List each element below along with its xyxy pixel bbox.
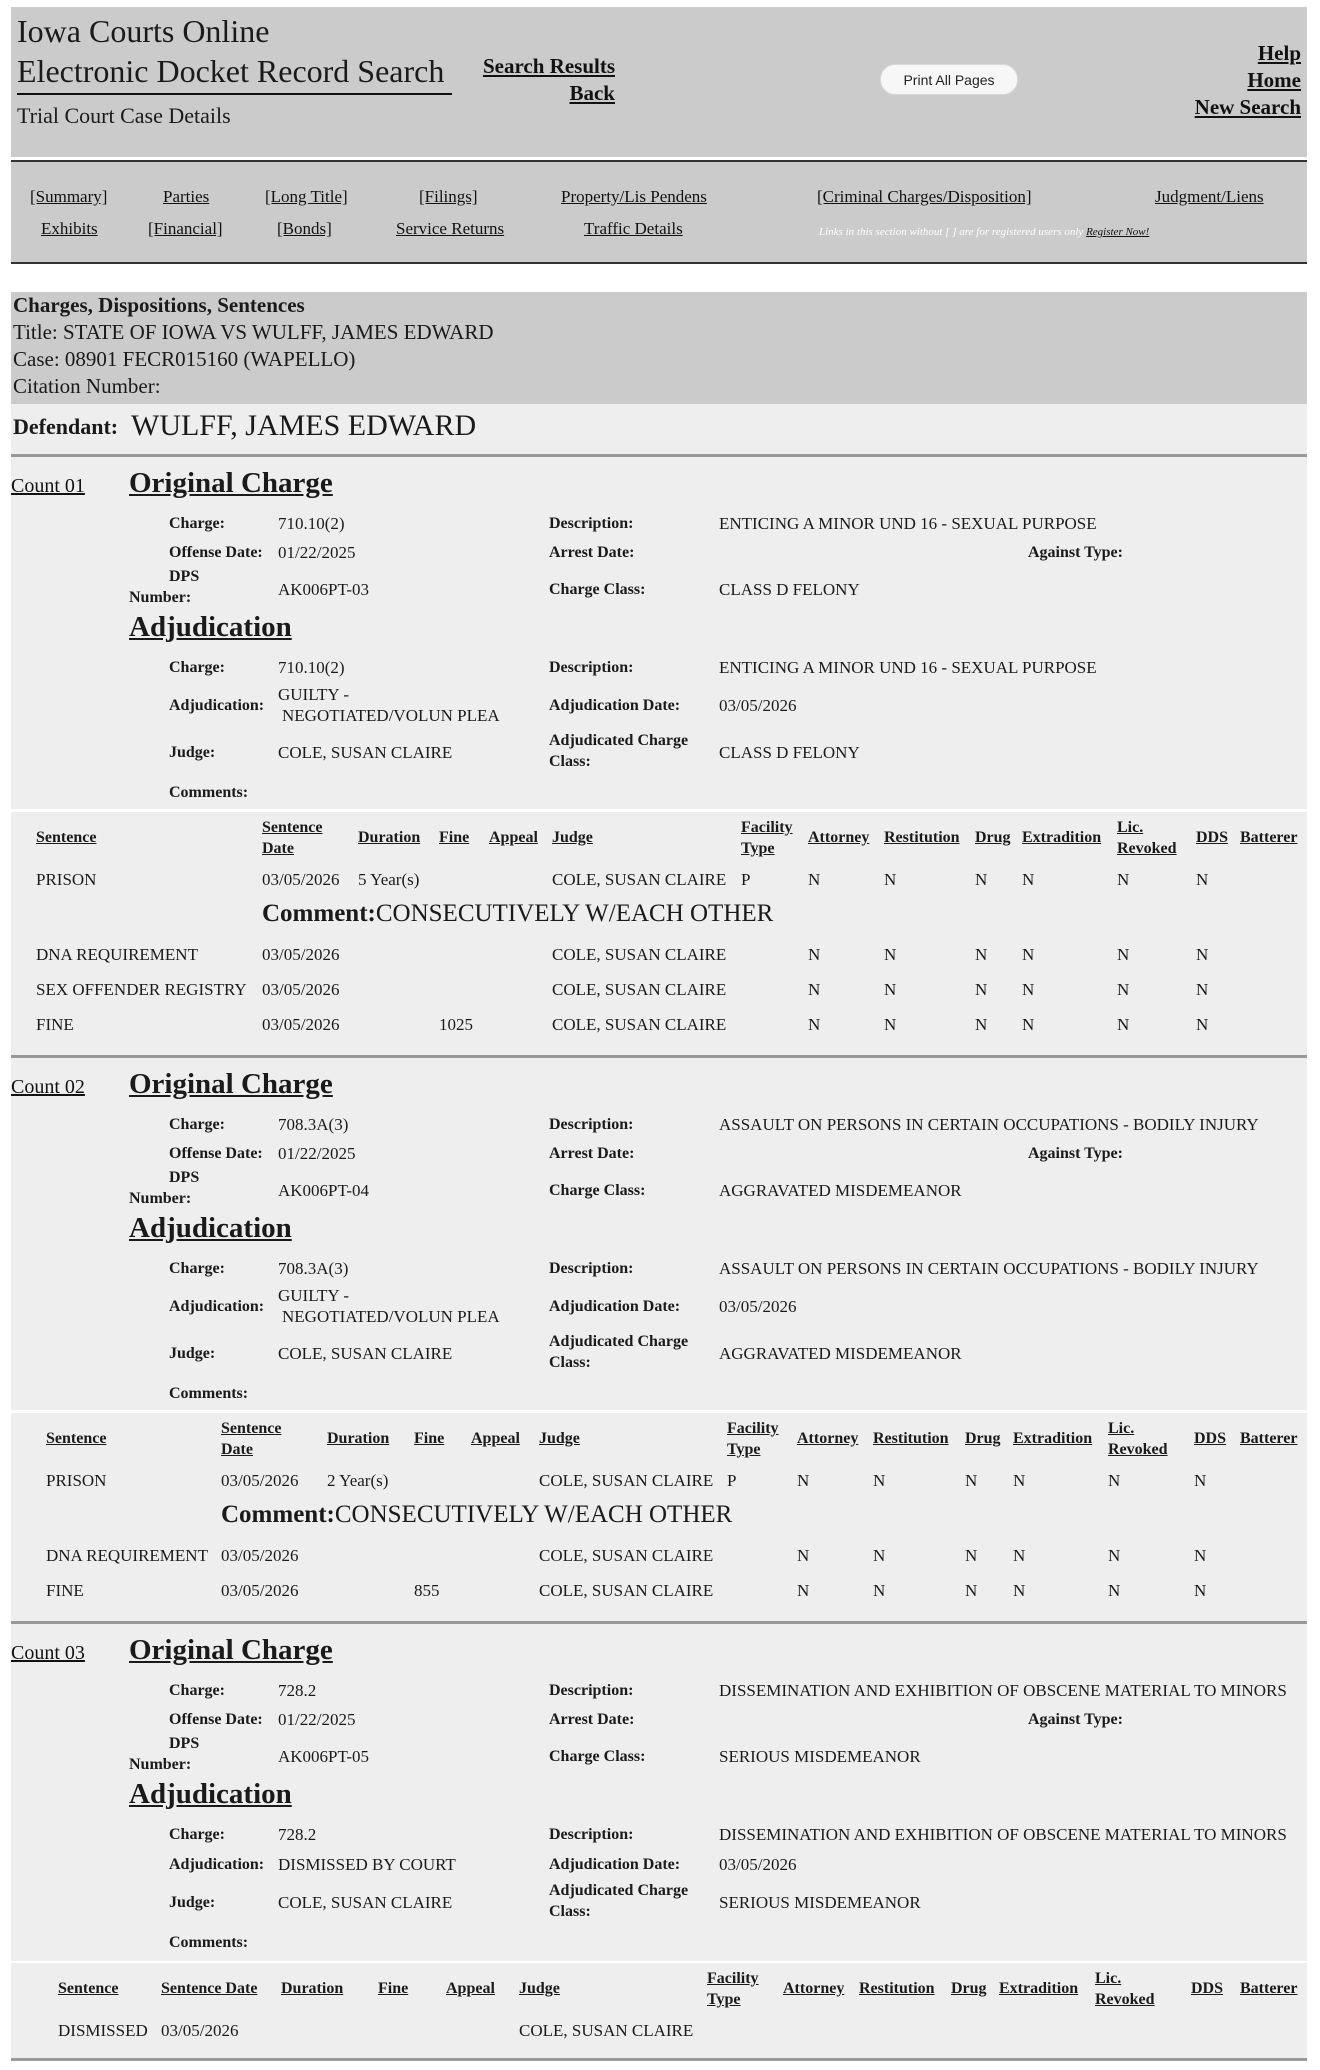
sentence-judge: COLE, SUSAN CLAIRE — [539, 1471, 714, 1490]
adj-charge-label: Charge: — [169, 1260, 225, 1277]
judge-label: Judge: — [169, 1894, 216, 1911]
sentence-lic: N — [1117, 1015, 1130, 1034]
adjudication-date-value: 03/05/2026 — [719, 1855, 797, 1874]
charge-class-value: SERIOUS MISDEMEANOR — [719, 1747, 921, 1766]
sentence-date: 03/05/2026 — [221, 1581, 299, 1600]
sentence-date: 03/05/2026 — [262, 1015, 340, 1034]
th-batterer: Batterer — [1240, 1980, 1298, 1997]
site-title-line2: Electronic Docket Record Search — [17, 53, 445, 89]
nav-bonds[interactable]: [Bonds] — [277, 219, 332, 238]
defendant-label: Defendant: — [13, 414, 119, 439]
adj-charge-value: 708.3A(3) — [278, 1259, 349, 1278]
register-now-link[interactable]: Register Now! — [1086, 226, 1150, 238]
th-sentence-date-1: Sentence — [262, 819, 323, 836]
nav-judgment-liens[interactable]: Judgment/Liens — [1155, 187, 1264, 206]
case-title: Title: STATE OF IOWA VS WULFF, JAMES EDWARD — [13, 320, 494, 344]
th-sentence-date-1: Sentence — [221, 1420, 282, 1437]
sentence-date: 03/05/2026 — [161, 2021, 239, 2040]
comments-label: Comments: — [169, 1934, 249, 1951]
nav-financial[interactable]: [Financial] — [148, 219, 223, 238]
sentence-judge: COLE, SUSAN CLAIRE — [552, 980, 727, 999]
count-03-charge-box — [11, 1624, 1307, 1961]
sentence-lic: N — [1108, 1471, 1121, 1490]
adj-charge-class-label-1: Adjudicated Charge — [549, 732, 689, 749]
sentence-extradition: N — [1022, 980, 1035, 999]
adjudication-heading: Adjudication — [129, 1212, 292, 1244]
adjudication-heading: Adjudication — [129, 1778, 292, 1810]
sentence-name: DISMISSED — [58, 2021, 148, 2040]
nav-exhibits[interactable]: Exhibits — [41, 219, 98, 238]
original-charge-heading: Original Charge — [129, 467, 333, 499]
th-attorney: Attorney — [783, 1980, 845, 1997]
adj-charge-class-label-1: Adjudicated Charge — [549, 1333, 689, 1350]
th-judge: Judge — [552, 829, 593, 846]
offense-date-value: 01/22/2025 — [278, 1144, 356, 1163]
registration-note-text: Links in this section without [ ] are for registered users only — [819, 226, 1084, 238]
defendant-name: WULFF, JAMES EDWARD — [131, 409, 477, 442]
th-judge: Judge — [539, 1430, 580, 1447]
case-nav — [11, 160, 1307, 264]
adj-charge-label: Charge: — [169, 659, 225, 676]
adjudication-value-2: NEGOTIATED/VOLUN PLEA — [282, 706, 500, 725]
charge-label: Charge: — [169, 515, 225, 532]
sentence-judge: COLE, SUSAN CLAIRE — [539, 1546, 714, 1565]
sentence-drug: N — [975, 870, 988, 889]
th-drug: Drug — [965, 1430, 1001, 1447]
dps-value: AK006PT-04 — [278, 1181, 369, 1200]
th-lic-2: Revoked — [1095, 1991, 1155, 2008]
back-link[interactable]: Back — [569, 81, 615, 105]
sentence-name: SEX OFFENDER REGISTRY — [36, 980, 247, 999]
adj-description-value: ASSAULT ON PERSONS IN CERTAIN OCCUPATIONS - BODILY INJURY — [719, 1259, 1259, 1278]
sentence-extradition: N — [1013, 1546, 1026, 1565]
judge-label: Judge: — [169, 744, 216, 761]
sentence-restitution: N — [873, 1471, 886, 1490]
adjudication-date-value: 03/05/2026 — [719, 1297, 797, 1316]
charge-class-label: Charge Class: — [549, 581, 646, 598]
comment-label: Comment: — [221, 1501, 335, 1528]
search-results-link[interactable]: Search Results — [482, 54, 615, 78]
nav-criminal-charges[interactable]: [Criminal Charges/Disposition] — [817, 187, 1032, 206]
sentence-duration: 2 Year(s) — [327, 1471, 389, 1490]
offense-date-value: 01/22/2025 — [278, 543, 356, 562]
sentence-name: FINE — [36, 1015, 74, 1034]
adj-charge-class-value: CLASS D FELONY — [719, 743, 860, 762]
sentence-attorney: N — [797, 1546, 810, 1565]
sentence-judge: COLE, SUSAN CLAIRE — [552, 1015, 727, 1034]
sentence-dds: N — [1196, 870, 1209, 889]
judge-value: COLE, SUSAN CLAIRE — [278, 743, 453, 762]
th-facility-1: Facility — [741, 819, 793, 836]
charge-class-label: Charge Class: — [549, 1748, 646, 1765]
sentence-restitution: N — [873, 1546, 886, 1565]
th-facility-1: Facility — [707, 1970, 759, 1987]
adjudication-date-label: Adjudication Date: — [549, 697, 681, 714]
sentence-drug: N — [965, 1471, 978, 1490]
sentence-extradition: N — [1022, 945, 1035, 964]
th-attorney: Attorney — [797, 1430, 859, 1447]
th-duration: Duration — [327, 1430, 390, 1447]
comment-text: CONSECUTIVELY W/EACH OTHER — [375, 900, 774, 927]
adj-charge-class-label-2: Class: — [549, 753, 591, 770]
adj-charge-class-value: SERIOUS MISDEMEANOR — [719, 1893, 921, 1912]
nav-property[interactable]: Property/Lis Pendens — [561, 187, 707, 206]
home-link[interactable]: Home — [1247, 68, 1301, 92]
charge-label: Charge: — [169, 1116, 225, 1133]
adj-description-label: Description: — [549, 1260, 634, 1277]
sentence-drug: N — [975, 1015, 988, 1034]
nav-service-returns[interactable]: Service Returns — [396, 219, 505, 238]
sentence-drug: N — [975, 980, 988, 999]
dps-number-label: Number: — [129, 589, 192, 606]
dps-label: DPS — [169, 568, 200, 585]
adj-description-value: DISSEMINATION AND EXHIBITION OF OBSCENE MATERIAL TO MINORS — [719, 1825, 1287, 1844]
sentence-comment — [221, 1501, 732, 1529]
description-label: Description: — [549, 1682, 634, 1699]
charge-label: Charge: — [169, 1682, 225, 1699]
nav-long-title[interactable]: [Long Title] — [265, 187, 348, 206]
description-value: DISSEMINATION AND EXHIBITION OF OBSCENE MATERIAL TO MINORS — [719, 1681, 1287, 1700]
nav-summary[interactable]: [Summary] — [30, 187, 108, 206]
th-batterer: Batterer — [1240, 829, 1298, 846]
comments-label: Comments: — [169, 1385, 249, 1402]
comment-text: CONSECUTIVELY W/EACH OTHER — [334, 1501, 733, 1528]
th-facility-2: Type — [727, 1441, 761, 1458]
sentence-lic: N — [1117, 870, 1130, 889]
th-facility-2: Type — [741, 840, 775, 857]
adjudication-heading: Adjudication — [129, 611, 292, 643]
th-restitution: Restitution — [859, 1980, 935, 1997]
description-label: Description: — [549, 515, 634, 532]
charge-value: 728.2 — [278, 1681, 317, 1700]
dps-label: DPS — [169, 1169, 200, 1186]
adj-charge-label: Charge: — [169, 1826, 225, 1843]
th-extradition: Extradition — [1022, 829, 1102, 846]
arrest-date-label: Arrest Date: — [549, 1145, 635, 1162]
sentence-facility: P — [727, 1471, 737, 1490]
judge-value: COLE, SUSAN CLAIRE — [278, 1344, 453, 1363]
offense-date-label: Offense Date: — [169, 544, 263, 561]
sentence-name: DNA REQUIREMENT — [36, 945, 198, 964]
against-type-label: Against Type: — [1028, 544, 1123, 561]
sentence-attorney: N — [808, 945, 821, 964]
th-dds: DDS — [1191, 1980, 1224, 1997]
th-sentence: Sentence — [58, 1980, 119, 1997]
adjudication-date-value: 03/05/2026 — [719, 696, 797, 715]
sentence-facility: P — [741, 870, 751, 889]
th-extradition: Extradition — [1013, 1430, 1093, 1447]
sentence-judge: COLE, SUSAN CLAIRE — [552, 945, 727, 964]
judge-label: Judge: — [169, 1345, 216, 1362]
sentence-dds: N — [1196, 980, 1209, 999]
sentence-judge: COLE, SUSAN CLAIRE — [519, 2021, 694, 2040]
sentence-judge: COLE, SUSAN CLAIRE — [552, 870, 727, 889]
count-divider — [11, 2058, 1307, 2061]
sentence-drug: N — [965, 1546, 978, 1565]
nav-filings[interactable]: [Filings] — [419, 187, 478, 206]
page-header — [11, 7, 1307, 157]
th-fine: Fine — [414, 1430, 445, 1447]
page-subtitle: Trial Court Case Details — [17, 103, 231, 128]
adj-description-label: Description: — [549, 659, 634, 676]
nav-parties[interactable]: Parties — [163, 187, 210, 206]
sentence-fine: 1025 — [439, 1015, 473, 1034]
th-lic-1: Lic. — [1108, 1420, 1135, 1437]
adjudication-label: Adjudication: — [169, 697, 265, 714]
charge-class-value: CLASS D FELONY — [719, 580, 860, 599]
count-02-sentences — [11, 1413, 1307, 1621]
adj-charge-class-label-1: Adjudicated Charge — [549, 1882, 689, 1899]
offense-date-label: Offense Date: — [169, 1145, 263, 1162]
judge-value: COLE, SUSAN CLAIRE — [278, 1893, 453, 1912]
adj-charge-value: 728.2 — [278, 1825, 317, 1844]
th-fine: Fine — [378, 1980, 409, 1997]
th-restitution: Restitution — [884, 829, 960, 846]
adjudication-label: Adjudication: — [169, 1856, 265, 1873]
sentence-attorney: N — [808, 1015, 821, 1034]
sentence-date: 03/05/2026 — [221, 1546, 299, 1565]
sentence-date: 03/05/2026 — [262, 945, 340, 964]
adj-charge-class-label-2: Class: — [549, 1903, 591, 1920]
sentence-lic: N — [1108, 1546, 1121, 1565]
description-label: Description: — [549, 1116, 634, 1133]
adj-charge-class-label-2: Class: — [549, 1354, 591, 1371]
adj-description-value: ENTICING A MINOR UND 16 - SEXUAL PURPOSE — [719, 658, 1097, 677]
count-01-sentences — [11, 812, 1307, 1055]
sentence-restitution: N — [884, 980, 897, 999]
sentence-extradition: N — [1013, 1581, 1026, 1600]
th-sentence-date-2: Date — [262, 840, 294, 857]
charge-class-label: Charge Class: — [549, 1182, 646, 1199]
th-sentence-date: Sentence Date — [161, 1980, 258, 1997]
utility-links — [1195, 40, 1301, 121]
count-01-link[interactable]: Count 01 — [11, 475, 85, 497]
th-sentence: Sentence — [36, 829, 97, 846]
sentence-attorney: N — [797, 1471, 810, 1490]
original-charge-heading: Original Charge — [129, 1634, 333, 1666]
sentence-date: 03/05/2026 — [221, 1471, 299, 1490]
th-sentence: Sentence — [46, 1430, 107, 1447]
dps-value: AK006PT-03 — [278, 580, 369, 599]
adjudication-value-2: NEGOTIATED/VOLUN PLEA — [282, 1307, 500, 1326]
sentence-extradition: N — [1022, 870, 1035, 889]
th-sentence-date-2: Date — [221, 1441, 253, 1458]
th-attorney: Attorney — [808, 829, 870, 846]
sentence-extradition: N — [1013, 1471, 1026, 1490]
th-lic-2: Revoked — [1117, 840, 1177, 857]
th-fine: Fine — [439, 829, 470, 846]
adj-description-label: Description: — [549, 1826, 634, 1843]
offense-date-value: 01/22/2025 — [278, 1710, 356, 1729]
section-heading: Charges, Dispositions, Sentences — [13, 293, 305, 317]
sentence-extradition: N — [1022, 1015, 1035, 1034]
sentence-restitution: N — [884, 1015, 897, 1034]
charge-value: 710.10(2) — [278, 514, 345, 533]
arrest-date-label: Arrest Date: — [549, 544, 635, 561]
sentence-name: DNA REQUIREMENT — [46, 1546, 208, 1565]
th-duration: Duration — [358, 829, 421, 846]
th-lic-1: Lic. — [1095, 1970, 1122, 1987]
th-facility-1: Facility — [727, 1420, 779, 1437]
sentence-comment — [262, 900, 773, 928]
sentence-dds: N — [1196, 1015, 1209, 1034]
dps-label: DPS — [169, 1735, 200, 1752]
th-judge: Judge — [519, 1980, 560, 1997]
title-divider — [17, 93, 452, 95]
count-02-link[interactable]: Count 02 — [11, 1076, 85, 1098]
adjudication-date-label: Adjudication Date: — [549, 1298, 681, 1315]
result-links — [483, 53, 615, 107]
sentence-lic: N — [1108, 1581, 1121, 1600]
adjudication-label: Adjudication: — [169, 1298, 265, 1315]
help-link[interactable]: Help — [1257, 41, 1301, 65]
adj-charge-class-value: AGGRAVATED MISDEMEANOR — [719, 1344, 962, 1363]
dps-number-label: Number: — [129, 1190, 192, 1207]
th-appeal: Appeal — [489, 829, 538, 846]
offense-date-label: Offense Date: — [169, 1711, 263, 1728]
sentence-date: 03/05/2026 — [262, 980, 340, 999]
registration-note — [819, 226, 1149, 238]
sentence-dds: N — [1194, 1581, 1207, 1600]
sentence-name: PRISON — [46, 1471, 107, 1490]
count-01-charge-box — [11, 457, 1307, 809]
sentence-fine: 855 — [414, 1581, 440, 1600]
sentence-dds: N — [1194, 1471, 1207, 1490]
sentence-attorney: N — [797, 1581, 810, 1600]
site-title-block — [17, 11, 452, 129]
sentence-judge: COLE, SUSAN CLAIRE — [539, 1581, 714, 1600]
original-charge-heading: Original Charge — [129, 1068, 333, 1100]
adjudication-date-label: Adjudication Date: — [549, 1856, 681, 1873]
sentence-dds: N — [1196, 945, 1209, 964]
sentence-attorney: N — [808, 870, 821, 889]
count-03-link[interactable]: Count 03 — [11, 1642, 85, 1664]
case-number: Case: 08901 FECR015160 (WAPELLO) — [13, 347, 356, 371]
arrest-date-label: Arrest Date: — [549, 1711, 635, 1728]
sentence-duration: 5 Year(s) — [358, 870, 420, 889]
th-dds: DDS — [1196, 829, 1229, 846]
adjudication-value-1: DISMISSED BY COURT — [278, 1855, 456, 1874]
th-dds: DDS — [1194, 1430, 1227, 1447]
th-drug: Drug — [951, 1980, 987, 1997]
case-info — [11, 292, 1307, 404]
comment-label: Comment: — [262, 900, 376, 927]
against-type-label: Against Type: — [1028, 1145, 1123, 1162]
th-extradition: Extradition — [999, 1980, 1079, 1997]
th-batterer: Batterer — [1240, 1430, 1298, 1447]
sentence-attorney: N — [808, 980, 821, 999]
description-value: ENTICING A MINOR UND 16 - SEXUAL PURPOSE — [719, 514, 1097, 533]
dps-number-label: Number: — [129, 1756, 192, 1773]
sentence-drug: N — [975, 945, 988, 964]
charge-value: 708.3A(3) — [278, 1115, 349, 1134]
sentence-name: FINE — [46, 1581, 84, 1600]
nav-traffic-details[interactable]: Traffic Details — [584, 219, 683, 238]
new-search-link[interactable]: New Search — [1194, 95, 1301, 119]
th-appeal: Appeal — [471, 1430, 520, 1447]
th-lic-2: Revoked — [1108, 1441, 1168, 1458]
site-title-line1: Iowa Courts Online — [17, 13, 270, 49]
sentence-restitution: N — [884, 945, 897, 964]
adjudication-value-1: GUILTY - — [278, 685, 349, 704]
sentence-drug: N — [965, 1581, 978, 1600]
against-type-label: Against Type: — [1028, 1711, 1123, 1728]
charge-class-value: AGGRAVATED MISDEMEANOR — [719, 1181, 962, 1200]
sentence-dds: N — [1194, 1546, 1207, 1565]
adjudication-value-1: GUILTY - — [278, 1286, 349, 1305]
count-02-charge-box — [11, 1058, 1307, 1410]
sentence-date: 03/05/2026 — [262, 870, 340, 889]
sentence-restitution: N — [884, 870, 897, 889]
sentence-lic: N — [1117, 980, 1130, 999]
sentence-lic: N — [1117, 945, 1130, 964]
sentence-restitution: N — [873, 1581, 886, 1600]
defendant-row — [11, 404, 1307, 457]
description-value: ASSAULT ON PERSONS IN CERTAIN OCCUPATIONS - BODILY INJURY — [719, 1115, 1259, 1134]
th-appeal: Appeal — [446, 1980, 495, 1997]
th-lic-1: Lic. — [1117, 819, 1144, 836]
comments-label: Comments: — [169, 784, 249, 801]
th-drug: Drug — [975, 829, 1011, 846]
count-03-sentences — [11, 1963, 1307, 2058]
print-all-pages-button[interactable]: Print All Pages — [880, 64, 1018, 95]
dps-value: AK006PT-05 — [278, 1747, 369, 1766]
citation-number: Citation Number: — [13, 374, 161, 398]
adj-charge-value: 710.10(2) — [278, 658, 345, 677]
th-duration: Duration — [281, 1980, 344, 1997]
sentence-name: PRISON — [36, 870, 97, 889]
th-facility-2: Type — [707, 1991, 741, 2008]
th-restitution: Restitution — [873, 1430, 949, 1447]
